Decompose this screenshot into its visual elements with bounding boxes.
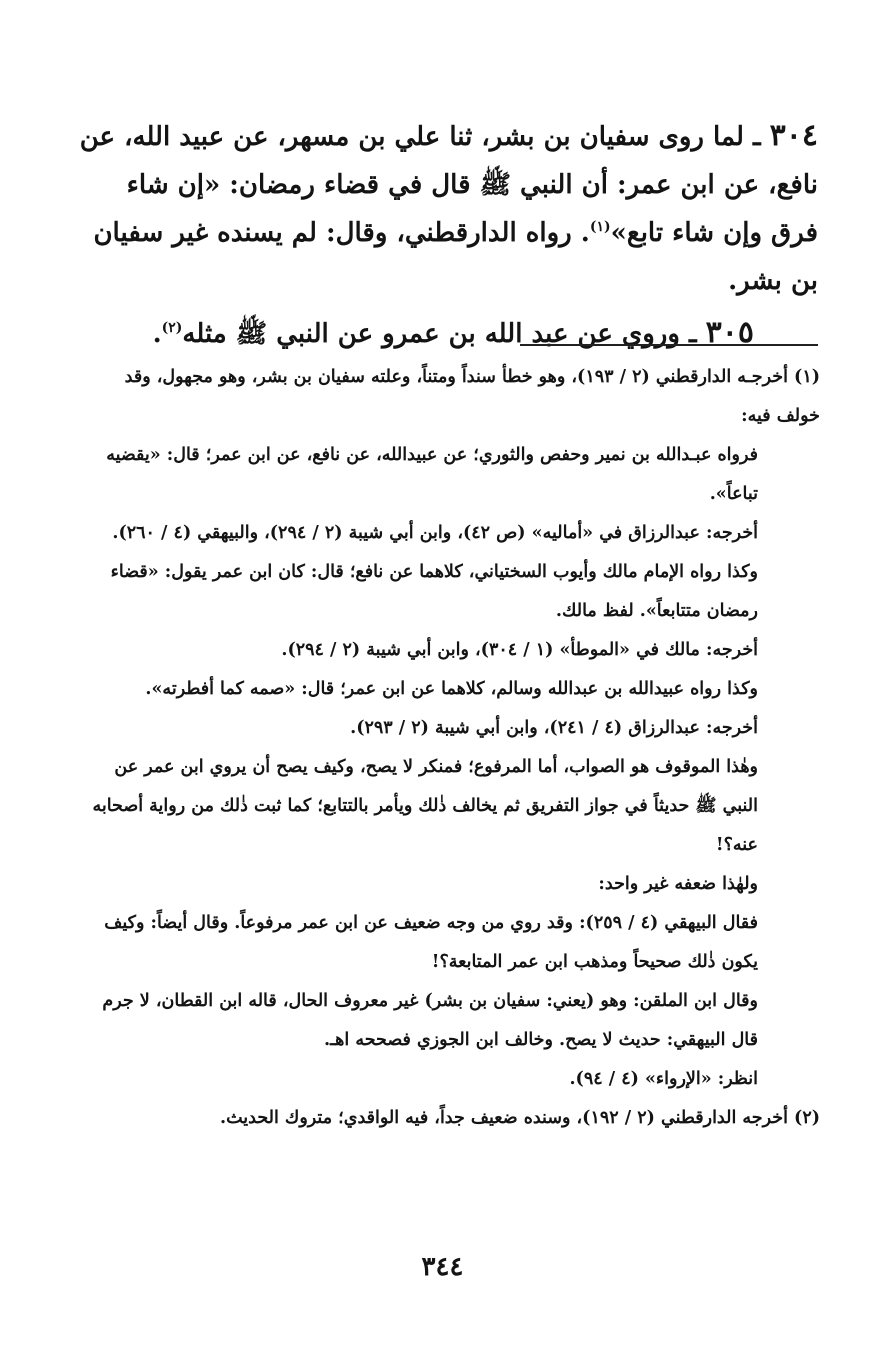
page-number: ٣٤٤ bbox=[421, 1252, 464, 1282]
paragraph-text: وروي عن عبد الله بن عمرو عن النبي ﷺ مثله bbox=[182, 319, 680, 349]
footnote-paragraph: فرواه عبـدالله بن نمير وحفص والثوري؛ عن عبيدالله، عن نافع، عن ابن عمر؛ قال: «يقضيه تباعاً». bbox=[106, 445, 758, 504]
footnote-ref[interactable]: (١) bbox=[589, 219, 611, 235]
paragraph-304 bbox=[78, 112, 818, 305]
footnote-paragraph: (٢) أخرجه الدارقطني (٢ / ١٩٢)، وسنده ضعيف جداً، فيه الواقدي؛ متروك الحديث. bbox=[219, 1108, 820, 1128]
footnote-paragraph: فقال البيهقي (٤ / ٢٥٩): وقد روي من وجه ضعيف عن ابن عمر مرفوعاً. وقال أيضاً: وكيف يكون ذٰلك صحيحاً ومذهب ابن عمر المتابعة؟! bbox=[104, 913, 758, 972]
footnote-paragraph: وكذا رواه الإمام مالك وأيوب السختياني، كلاهما عن نافع؛ قال: كان ابن عمر يقول: «قضاء رمضان متتابعاً». لفظ مالك. bbox=[110, 562, 758, 621]
paragraph-text: لما روى سفيان بن بشر، ثنا علي بن مسهر، عن عبيد الله، عن نافع، عن ابن عمر: أن النبي ﷺ قال في قضاء رمضان: «إن شاء فرق وإن شاء تابع» bbox=[79, 122, 818, 248]
number-dash: ـ bbox=[679, 319, 706, 349]
footnote-paragraph: وهٰذا الموقوف هو الصواب، أما المرفوع؛ فمنكر لا يصح، وكيف يصح أن يروي ابن عمر عن النبي ﷺ حديثاً في جواز التفريق ثم يخالف ذٰلك ويأمر بالتتابع؛ كما ثبت ذٰلك من رواية أصحابه عنه؟! bbox=[92, 757, 758, 855]
footnote-paragraph: أخرجه: مالك في «الموطأ» (١ / ٣٠٤)، وابن أبي شيبة (٢ / ٢٩٤). bbox=[281, 640, 758, 660]
paragraph-text-tail: . bbox=[152, 319, 162, 349]
footnote-ref[interactable]: (٢) bbox=[161, 320, 183, 336]
footnotes bbox=[78, 358, 820, 1138]
footnote-paragraph: أخرجه: عبدالرزاق في «أماليه» (ص ٤٢)، وابن أبي شيبة (٢ / ٢٩٤)، والبيهقي (٤ / ٢٦٠). bbox=[112, 523, 758, 543]
main-text bbox=[78, 112, 818, 358]
hadith-number: ٣٠٤ bbox=[769, 118, 818, 153]
footnote-paragraph: وقال ابن الملقن: وهو (يعني: سفيان بن بشر) غير معروف الحال، قاله ابن القطان، لا جرم قال البيهقي: حديث لا يصح. وخالف ابن الجوزي فصححه اهـ. bbox=[102, 991, 758, 1050]
footnote-paragraph: وكذا رواه عبيدالله بن عبدالله وسالم، كلاهما عن ابن عمر؛ قال: «صمه كما أفطرته». bbox=[145, 679, 758, 699]
paragraph-305 bbox=[78, 309, 818, 358]
paragraph-text-tail: . رواه الدارقطني، وقال: لم يسنده غير سفيان بن بشر. bbox=[93, 218, 818, 296]
footnote-paragraph: (١) أخرجـه الدارقطني (٢ / ١٩٣)، وهو خطأ سنداً ومتناً، وعلته سفيان بن بشر، وهو مجهول، وقد خولف فيه: bbox=[124, 367, 820, 426]
footnote-paragraph: أخرجه: عبدالرزاق (٤ / ٢٤١)، وابن أبي شيبة (٢ / ٢٩٣). bbox=[350, 718, 758, 738]
footnote-paragraph: ولهٰذا ضعفه غير واحد: bbox=[598, 874, 758, 894]
number-dash: ـ bbox=[743, 122, 770, 152]
footnote-separator bbox=[520, 344, 818, 346]
hadith-number: ٣٠٥ bbox=[705, 315, 754, 350]
footnote-paragraph: انظر: «الإرواء» (٤ / ٩٤). bbox=[569, 1069, 758, 1089]
